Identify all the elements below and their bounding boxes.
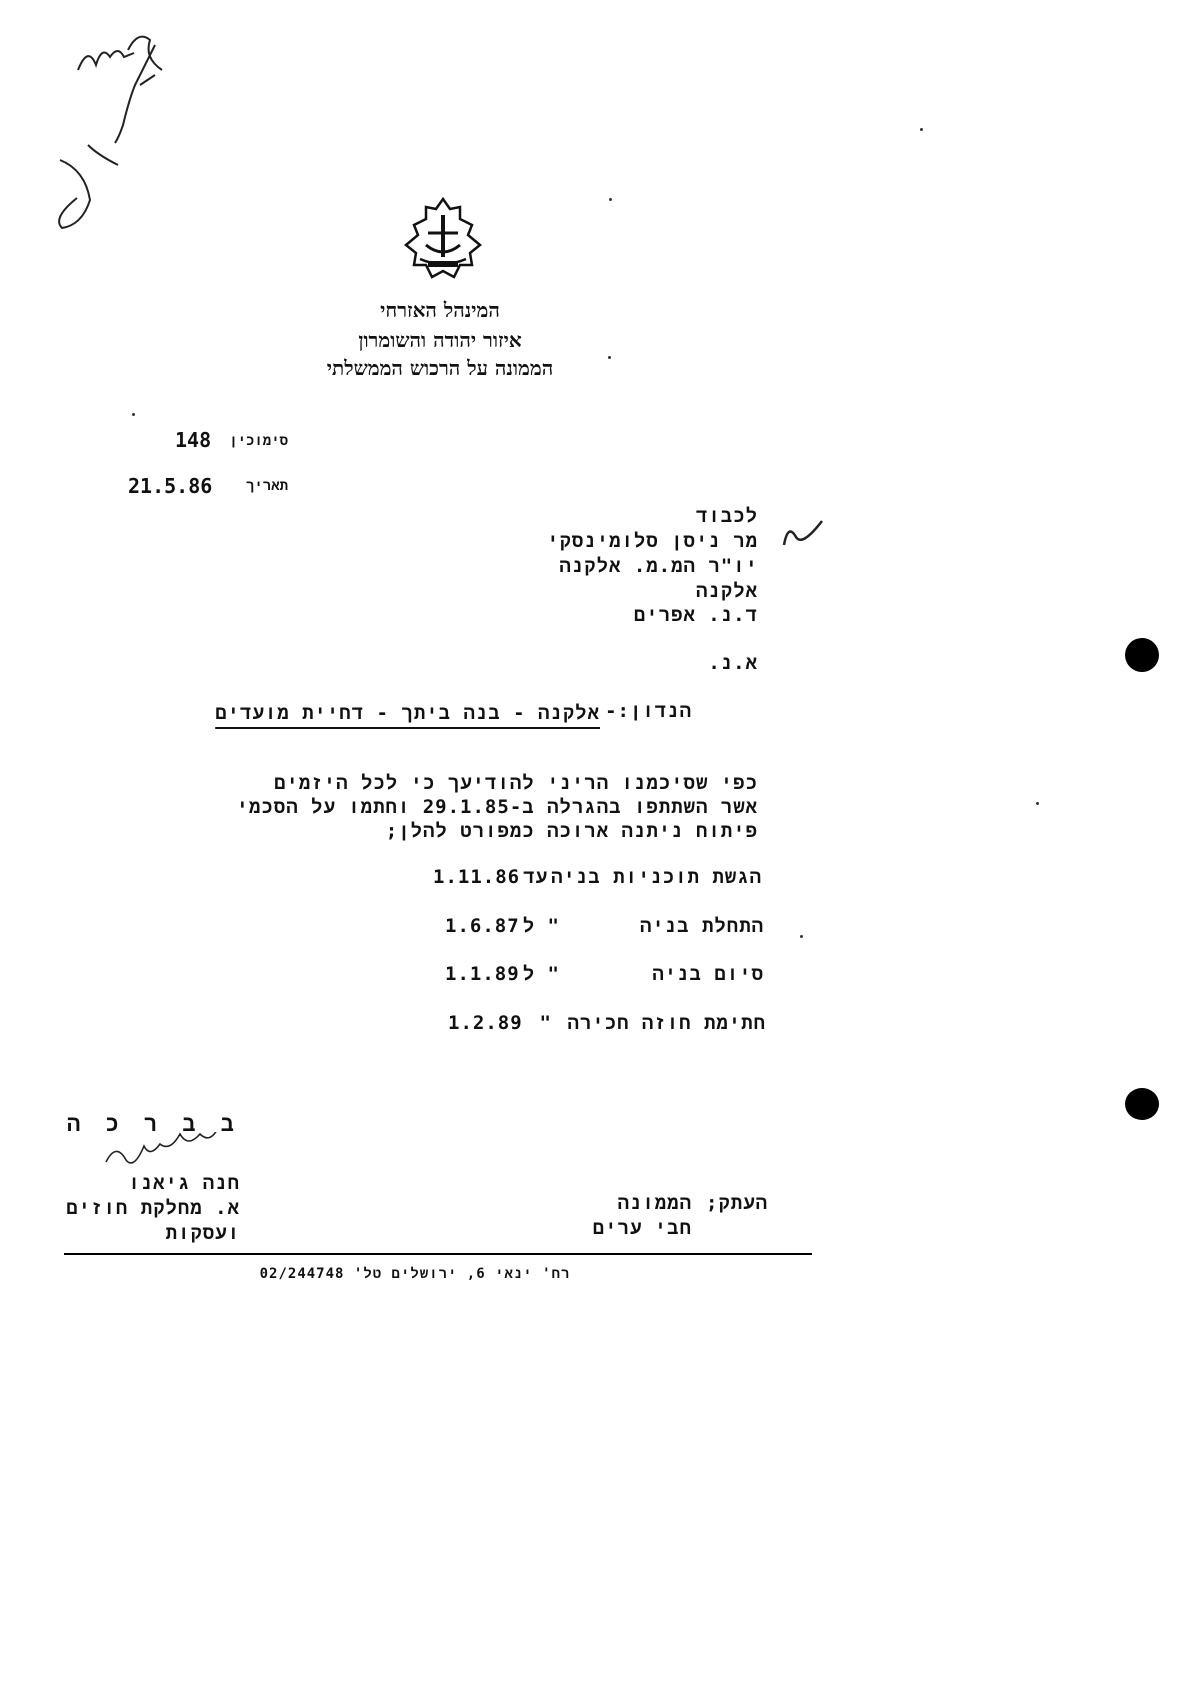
speck: [608, 356, 611, 359]
schedule-ditto-2: " ל: [522, 915, 560, 937]
schedule-item-4: חתימת חוזה חכירה: [567, 1012, 766, 1034]
copy-recipient-2: חבי ערים: [592, 1217, 692, 1239]
recipient-place: אלקנה: [695, 580, 758, 602]
schedule-item-2: התחלת בניה: [639, 915, 764, 937]
copy-recipient-1: הממונה: [617, 1192, 692, 1214]
date-label: תאריך: [245, 478, 288, 494]
footer-rule: [64, 1253, 812, 1255]
salutation: לכבוד: [695, 505, 758, 527]
schedule-date-2: 1.6.87: [445, 915, 520, 937]
speck: [800, 935, 803, 938]
punch-hole-upper: [1125, 638, 1159, 672]
schedule-date-3: 1.1.89: [445, 963, 520, 985]
signatory-role-2: ועסקות: [165, 1222, 240, 1244]
signatory-name: חנה גיאנו: [128, 1172, 240, 1194]
body-line-2: אשר השתתפו בהגרלה ב-29.1.85 וחתמו על הסכמי: [236, 796, 758, 818]
signatory-role-1: א. מחלקת חוזים: [66, 1197, 240, 1219]
schedule-ditto-1: עד: [523, 866, 548, 888]
schedule-ditto-4: ": [539, 1012, 552, 1034]
speck: [609, 198, 612, 201]
idf-emblem-icon: [398, 195, 488, 285]
org-name-line2: איזור יהודה והשומרון: [358, 328, 522, 352]
recipient-name: מר ניסן סלומינסקי: [547, 530, 758, 552]
org-name-line3: הממונה על הרכוש הממשלתי: [326, 356, 554, 380]
schedule-date-1: 1.11.86: [433, 866, 521, 888]
handwritten-signature: [100, 1132, 250, 1172]
body-line-1: כפי שסיכמנו הריני להודיעך כי לכל היזמים: [274, 772, 758, 794]
speck: [132, 413, 135, 416]
ref-value: 148: [175, 428, 212, 452]
schedule-date-4: 1.2.89: [448, 1012, 523, 1034]
copy-label: העתק;: [705, 1192, 768, 1214]
recipient-postal: ד.נ. אפרים: [633, 604, 758, 626]
subject-text: אלקנה - בנה ביתך - דחיית מועדים: [215, 702, 600, 724]
schedule-ditto-3: " ל: [522, 963, 560, 985]
handwritten-annotation-top-left: [30, 10, 200, 230]
speck: [920, 128, 923, 131]
recipient-title: יו"ר המ.מ. אלקנה: [559, 555, 758, 577]
footer-address: רח' ינאי 6, ירושלים טל' 02/244748: [259, 1266, 571, 1282]
date-value: 21.5.86: [128, 474, 213, 498]
schedule-item-3: סיום בניה: [652, 963, 764, 985]
body-line-3: פיתוח ניתנה ארוכה כמפורט להלן;: [385, 820, 758, 842]
speck: [1036, 802, 1039, 805]
org-name-line1: המינהל האזרחי: [380, 298, 500, 322]
subject-label: הנדון:-: [605, 700, 692, 722]
punch-hole-lower: [1125, 1088, 1159, 1120]
schedule-item-1: הגשת תוכניות בניה: [551, 866, 762, 888]
handwritten-checkmark: [780, 515, 825, 550]
ref-label: סימוכין: [229, 433, 288, 449]
signature-closing: ב ב ר כ ה: [67, 1112, 240, 1137]
greeting: א.נ.: [708, 652, 758, 674]
